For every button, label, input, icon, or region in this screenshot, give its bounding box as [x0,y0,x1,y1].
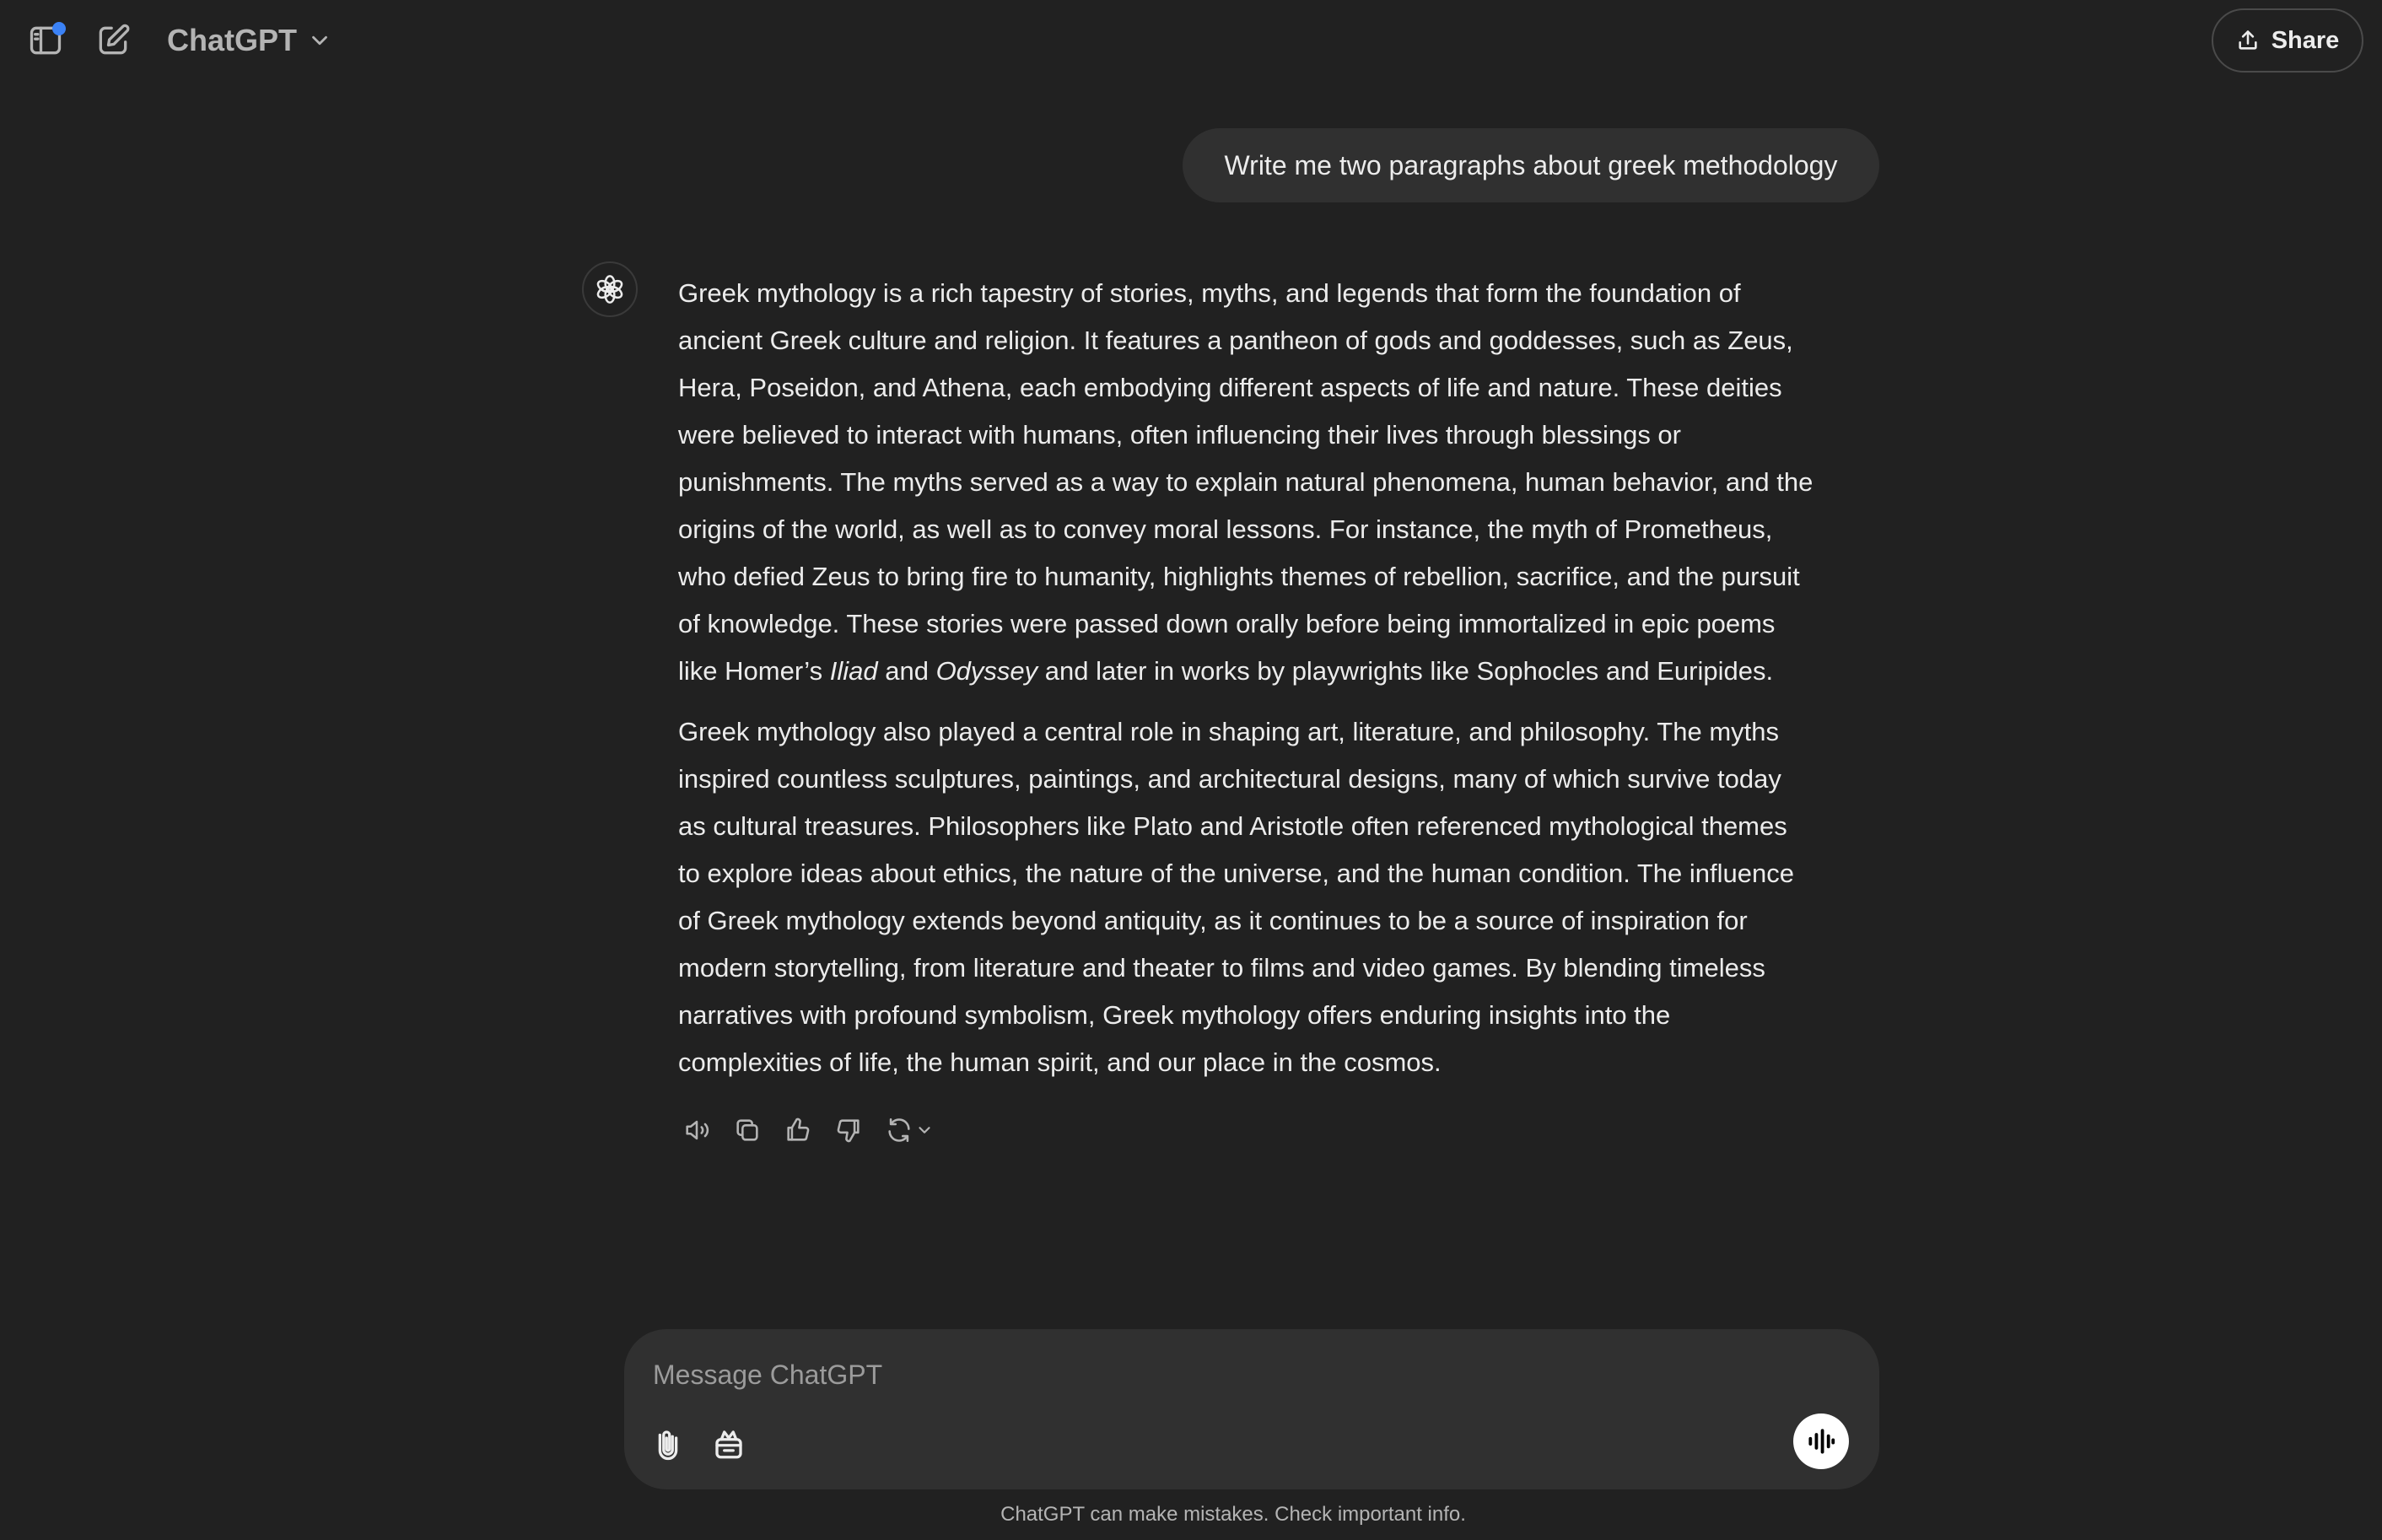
text-line: to explore ideas about ethics, the nature of the universe, and the human condition. The influence [678,859,1794,888]
copy-icon [733,1116,762,1144]
model-selector[interactable] [155,17,344,64]
text-line: modern storytelling, from literature and theater to films and video games. By blending timeless [678,953,1765,983]
text-fragment: and [877,656,936,686]
read-aloud-button[interactable] [675,1108,719,1152]
notification-dot [52,22,66,35]
text-line: Greek mythology also played a central role in shaping art, literature, and philosophy. The myths [678,717,1779,746]
text-fragment: like Homer’s [678,656,830,686]
text-line: who defied Zeus to bring fire to humanity, highlights themes of rebellion, sacrifice, and the pursuit [678,562,1800,591]
assistant-avatar [582,261,638,317]
message-composer [624,1329,1879,1489]
text-fragment: and later in works by playwrights like Sophocles and Euripides. [1037,656,1774,686]
assistant-message [678,270,1893,1100]
text-line: as cultural treasures. Philosophers like Plato and Aristotle often referenced mythological themes [678,811,1787,841]
attach-button[interactable] [643,1419,693,1469]
new-chat-button[interactable] [86,13,140,67]
share-label: Share [2271,26,2340,54]
text-line: complexities of life, the human spirit, and our place in the cosmos. [678,1047,1442,1077]
sidebar-toggle-button[interactable] [19,13,73,67]
chevron-down-icon [307,28,332,53]
voice-mode-button[interactable] [1793,1413,1849,1469]
thumbs-up-icon [784,1116,812,1144]
bad-response-button[interactable] [827,1108,870,1152]
compose-icon [94,22,132,59]
read-aloud-icon [682,1116,711,1144]
message-input[interactable] [653,1351,1817,1398]
disclaimer-text: ChatGPT can make mistakes. Check important info. [1000,1503,1466,1526]
copy-button[interactable] [725,1108,769,1152]
regenerate-icon [885,1116,913,1144]
share-button[interactable] [2212,8,2363,73]
text-line [678,648,1893,695]
italic-title-iliad: Iliad [829,656,878,686]
text-line: punishments. The myths served as a way to explain natural phenomena, human behavior, and the [678,467,1813,497]
paperclip-icon [650,1426,686,1462]
model-name: ChatGPT [167,23,298,57]
top-bar [0,0,2382,81]
voice-mode-icon [1805,1425,1837,1457]
assistant-paragraph-1 [678,270,1893,695]
text-line: Hera, Poseidon, and Athena, each embodying different aspects of life and nature. These deities [678,373,1782,402]
italic-title-odyssey: Odyssey [935,656,1038,686]
text-line: inspired countless sculptures, paintings, and architectural designs, many of which survive today [678,764,1781,794]
thumbs-down-icon [834,1116,863,1144]
tools-icon [711,1426,746,1462]
good-response-button[interactable] [776,1108,820,1152]
text-line: narratives with profound symbolism, Greek mythology offers enduring insights into the [678,1000,1671,1030]
share-icon [2236,29,2260,52]
text-line: of knowledge. These stories were passed down orally before being immortalized in epic poems [678,609,1776,638]
tools-button[interactable] [703,1419,754,1469]
user-message-bubble: Write me two paragraphs about greek methodology [1183,128,1879,202]
text-line: Greek mythology is a rich tapestry of stories, myths, and legends that form the foundation of [678,278,1741,308]
message-actions [675,1108,941,1152]
chevron-down-icon [915,1121,934,1139]
regenerate-button[interactable] [877,1108,941,1152]
openai-logo-icon [593,272,627,306]
assistant-paragraph-2 [678,708,1893,1086]
text-line: origins of the world, as well as to convey moral lessons. For instance, the myth of Prometheus, [678,514,1773,544]
text-line: of Greek mythology extends beyond antiquity, as it continues to be a source of inspiration for [678,906,1748,935]
text-line: were believed to interact with humans, often influencing their lives through blessings or [678,420,1681,450]
text-line: ancient Greek culture and religion. It features a pantheon of gods and goddesses, such as Zeus, [678,326,1793,355]
